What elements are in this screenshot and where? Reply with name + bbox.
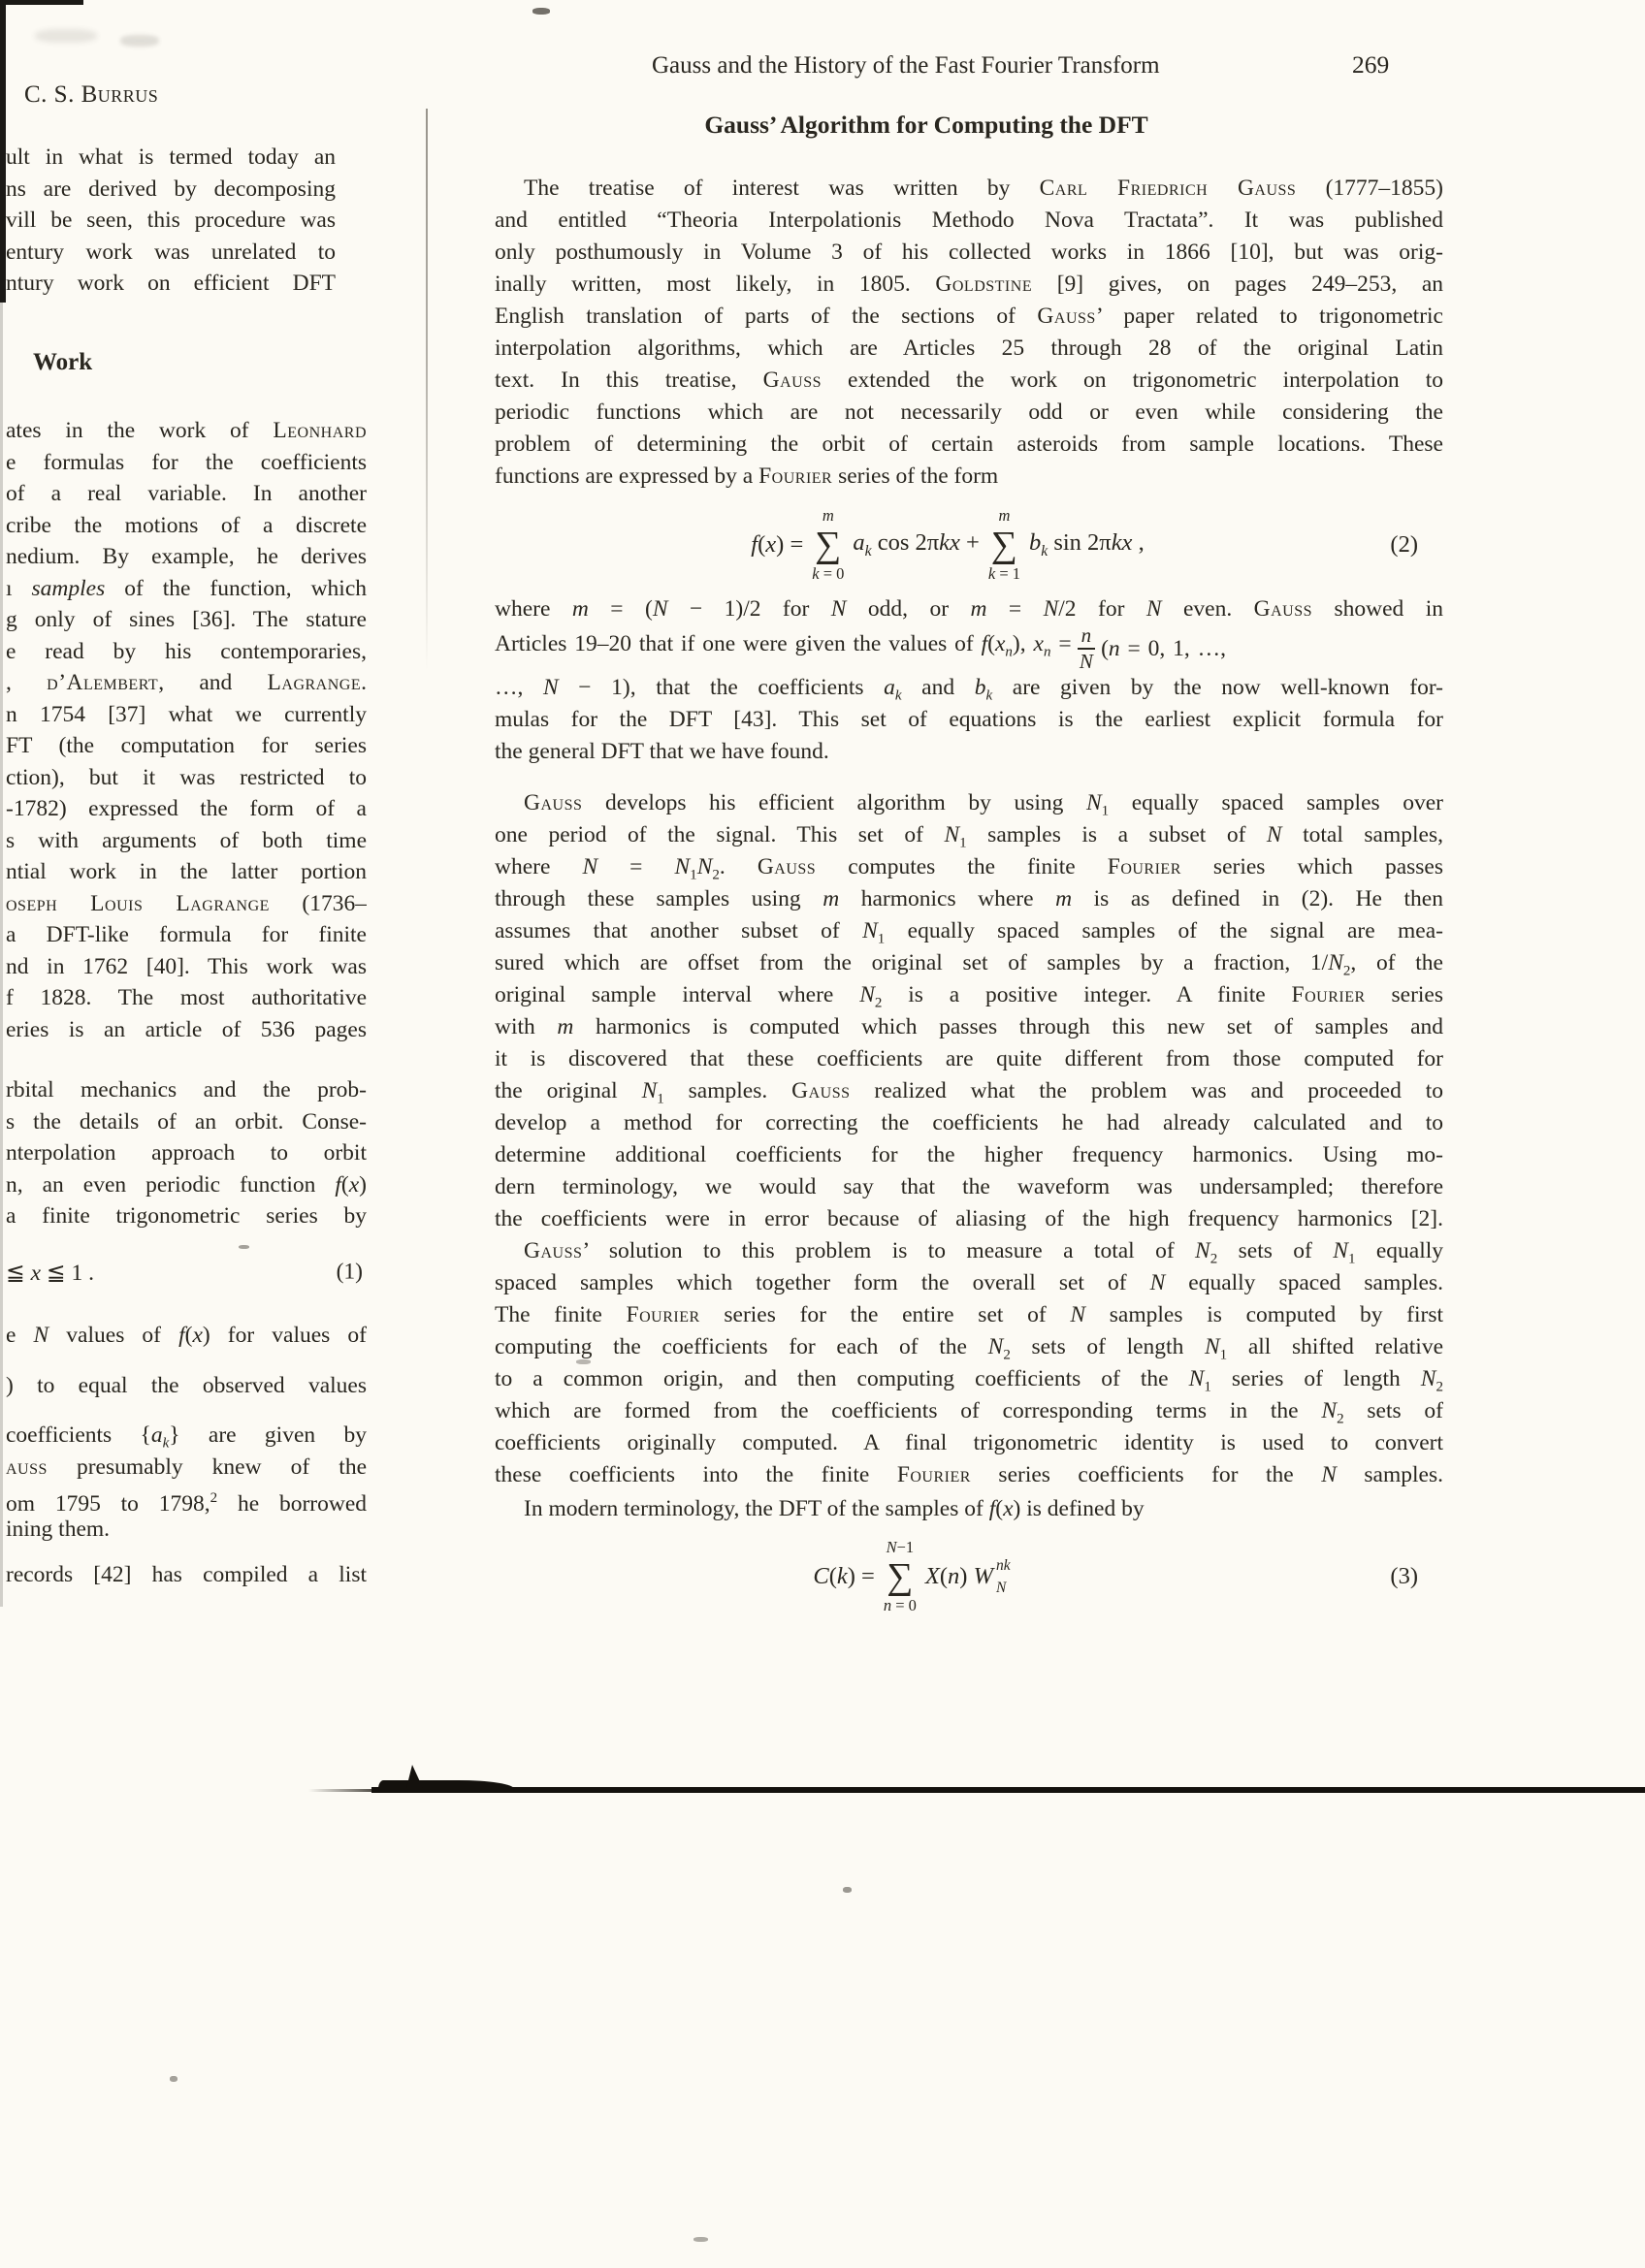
equation-number: (2) (1390, 531, 1418, 558)
text-line: only posthumously in Volume 3 of his collected works in 1866 [10], but was orig- (495, 240, 1443, 265)
text-line: where m = (N − 1)/2 for N odd, or m = N/2 for N even. Gauss showed in (495, 596, 1443, 622)
text-line: The treatise of interest was written by Carl Friedrich Gauss (1777–1855) (524, 176, 1443, 201)
text-line: ) to equal the observed values (6, 1373, 367, 1398)
scan-speck (693, 2237, 708, 2242)
text-line: nedium. By example, he derives (6, 544, 367, 569)
text-line: functions are expressed by a Fourier series of the form (495, 463, 999, 489)
scan-smudge (120, 35, 159, 47)
left-column-top-fragments (6, 142, 336, 300)
text-line: entury work was unrelated to (6, 239, 336, 265)
equation-1-body: ≦ x ≦ 1 . (6, 1260, 94, 1286)
text-line: s the details of an orbit. Conse- (6, 1108, 367, 1134)
scan-speck (239, 1245, 249, 1249)
paragraph-2 (495, 787, 1443, 1235)
text-line: ining them. (6, 1517, 111, 1542)
inline-fraction: $\frac{n}{N}$ (1078, 625, 1096, 672)
text-line: one period of the signal. This set of $N_1$ samples is a subset of N total samples, (495, 822, 1443, 851)
scan-speck (532, 8, 550, 15)
paragraph-1 (495, 173, 1443, 493)
equation-1-number: (1) (336, 1259, 363, 1285)
author-name: C. S. Burrus (24, 81, 159, 108)
paragraph-4 (495, 1493, 1443, 1525)
left-column-orbit-fragments (6, 1074, 367, 1232)
text-line: original sample interval where $N_2$ is a positive integer. A finite Fourier series (495, 982, 1443, 1011)
section-heading: Gauss’ Algorithm for Computing the DFT (704, 111, 1148, 139)
text-line: ntury work on efficient DFT (6, 271, 336, 296)
text-line: through these samples using m harmonics where m is as defined in (2). He then (495, 886, 1443, 911)
paragraph-1-continued (495, 593, 1443, 768)
text-line: vill be seen, this procedure was (6, 208, 336, 233)
summation-symbol: m ∑ k = 1 (987, 505, 1020, 583)
sub-sup-stack: nk N (996, 1557, 1011, 1596)
text-line: Articles 19–20 that if one were given the values of $f(x_n)$, $x_n$ = $\frac{n}{N}$ (n = 0, 1, …, (495, 625, 1227, 672)
text-line: which are formed from the coefficients of corresponding terms in the $N_2$ sets of (495, 1398, 1443, 1427)
text-line: ult in what is termed today an (6, 144, 336, 170)
scan-edge-strip-faint (0, 303, 3, 1607)
page-number: 269 (1352, 50, 1390, 79)
text-line: n 1754 [37] what we currently (6, 701, 367, 727)
text-line: of a real variable. In another (6, 481, 367, 506)
text-line: rbital mechanics and the prob- (6, 1077, 367, 1102)
text-line: -1782) expressed the form of a (6, 796, 367, 821)
text-line: ı samples of the function, which (6, 575, 367, 601)
running-title: Gauss and the History of the Fast Fourier Transform (652, 52, 1160, 79)
text-line: a DFT-like formula for finite (6, 922, 367, 947)
equation-number: (3) (1390, 1563, 1418, 1589)
scan-speck (843, 1887, 852, 1893)
text-line: inally written, most likely, in 1805. Goldstine [9] gives, on pages 249–253, an (495, 272, 1443, 297)
text-line: spaced samples which together form the overall set of N equally spaced samples. (495, 1270, 1443, 1295)
text-line: dern terminology, we would say that the waveform was undersampled; therefore (495, 1174, 1443, 1199)
scan-line-bump (378, 1780, 514, 1793)
equation-2 (495, 496, 1445, 593)
text-line: sured which are offset from the original set of samples by a fraction, $1/N_2$, of the (495, 950, 1443, 979)
text-line: where $N = N_1N_2$. Gauss computes the finite Fourier series which passes (495, 854, 1443, 883)
scan-line (371, 1787, 1645, 1793)
text-line: it is discovered that these coefficients are quite different from those computed for (495, 1046, 1443, 1071)
text-line: the original $N_1$ samples. Gauss realized what the problem was and proceeded to (495, 1078, 1443, 1107)
text-line: these coefficients into the finite Fourier series coefficients for the N samples. (495, 1462, 1443, 1487)
scan-line-fade (308, 1789, 376, 1792)
scan-smudge (35, 29, 97, 43)
text-line: English translation of parts of the sections of Gauss’ paper related to trigonometric (495, 303, 1443, 329)
text-line: text. In this treatise, Gauss extended the work on trigonometric interpolation to (495, 367, 1443, 393)
text-line: s with arguments of both time (6, 827, 367, 853)
equation-body: f(x) = m ∑ k = 0 $a_k$ cos 2πkx + m ∑ k = 1 $b_k$ sin 2πkx , (751, 505, 1145, 583)
text-line: assumes that another subset of $N_1$ equally spaced samples of the signal are mea- (495, 918, 1443, 947)
text-line: e N values of f(x) for values of (6, 1323, 367, 1348)
text-line: In modern terminology, the DFT of the samples of f(x) is defined by (524, 1496, 1145, 1521)
text-line: interpolation algorithms, which are Articles 25 through 28 of the original Latin (495, 335, 1443, 361)
scan-line-spike (406, 1765, 423, 1788)
text-line: mulas for the DFT [43]. This set of equations is the earliest explicit formula for (495, 707, 1443, 732)
text-line: with m harmonics is computed which passes through this new set of samples and (495, 1014, 1443, 1039)
text-line: FT (the computation for series (6, 733, 367, 758)
equation-3 (495, 1528, 1445, 1625)
text-line: to a common origin, and then computing coefficients of the $N_1$ series of length $N_2$ (495, 1366, 1443, 1395)
text-line: auss presumably knew of the (6, 1454, 367, 1480)
paragraph-3 (495, 1235, 1443, 1491)
text-line: ates in the work of Leonhard (6, 418, 367, 443)
equation-body: C(k) = N−1 ∑ n = 0 X(n) W nk N (813, 1537, 1011, 1614)
text-line: ns are derived by decomposing (6, 176, 336, 202)
text-line: The finite Fourier series for the entire set of N samples is computed by first (495, 1302, 1443, 1327)
column-crease-line (426, 109, 428, 671)
text-line: periodic functions which are not necessarily odd or even while considering the (495, 399, 1443, 425)
left-column-mid-fragments (6, 415, 367, 1045)
text-line: nd in 1762 [40]. This work was (6, 953, 367, 979)
text-line: ction), but it was restricted to (6, 764, 367, 790)
text-line: nterpolation approach to orbit (6, 1140, 367, 1166)
left-column-heading: Work (33, 349, 93, 375)
text-line: computing the coefficients for each of the $N_2$ sets of length $N_1$ all shifted relative (495, 1334, 1443, 1363)
text-line: the general DFT that we have found. (495, 739, 829, 764)
summation-symbol: m ∑ k = 0 (812, 505, 845, 583)
text-line: a finite trigonometric series by (6, 1203, 367, 1229)
text-line: coefficients originally computed. A final trigonometric identity is used to convert (495, 1430, 1443, 1455)
text-line: f 1828. The most authoritative (6, 985, 367, 1010)
text-line: , d’Alembert, and Lagrange. (6, 670, 367, 695)
text-line: oseph Louis Lagrange (1736– (6, 890, 367, 916)
text-line: coefficients $\{a_k\}$ are given by (6, 1422, 367, 1452)
text-line: Gauss develops his efficient algorithm by using $N_1$ equally spaced samples over (524, 790, 1443, 819)
scan-corner-mark (0, 0, 83, 5)
text-line: Gauss’ solution to this problem is to measure a total of $N_2$ sets of $N_1$ equally (524, 1238, 1443, 1267)
text-line: develop a method for correcting the coefficients he had already calculated and to (495, 1110, 1443, 1135)
text-line: om 1795 to 1798,$^2$ he borrowed (6, 1490, 367, 1515)
scan-speck (170, 2076, 177, 2082)
text-line: e read by his contemporaries, (6, 638, 367, 664)
text-line: …, N − 1), that the coefficients $a_k$ and $b_k$ are given by the now well-known for- (495, 675, 1443, 704)
text-line: e formulas for the coefficients (6, 449, 367, 475)
text-line: and entitled “Theoria Interpolationis Methodo Nova Tractata”. It was published (495, 208, 1443, 233)
text-line: g only of sines [36]. The stature (6, 607, 367, 632)
summation-symbol: N−1 ∑ n = 0 (883, 1537, 917, 1614)
text-line: cribe the motions of a discrete (6, 512, 367, 538)
text-line: problem of determining the orbit of certain asteroids from sample locations. These (495, 431, 1443, 457)
text-line: eries is an article of 536 pages (6, 1016, 367, 1042)
text-line: ntial work in the latter portion (6, 859, 367, 884)
text-line: records [42] has compiled a list (6, 1562, 367, 1587)
text-line: n, an even periodic function f(x) (6, 1171, 367, 1198)
equation-1 (6, 1253, 365, 1292)
text-line: determine additional coefficients for the higher frequency harmonics. Using mo- (495, 1142, 1443, 1167)
text-line: the coefficients were in error because of aliasing of the high frequency harmonics [2]. (495, 1206, 1443, 1231)
